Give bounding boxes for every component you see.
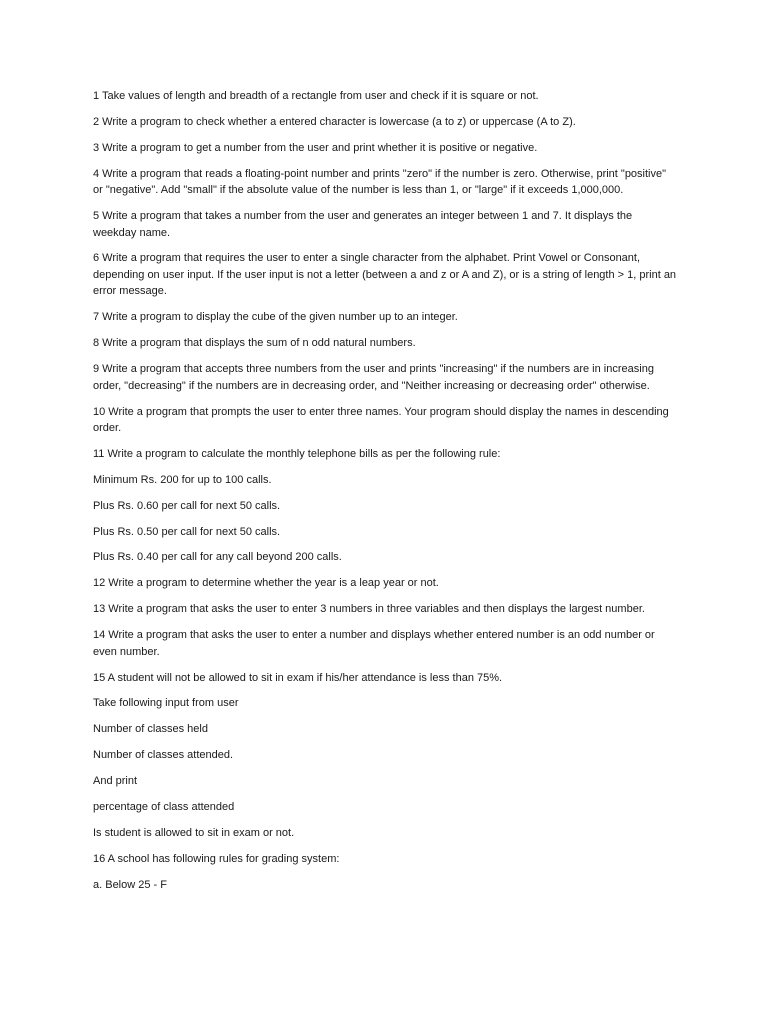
paragraph: 4 Write a program that reads a floating-point number and prints "zero" if the number is zero. Otherwise, print "positive" or "negative". Add "small" if the absolute value of the number is less than 1, or "large" if it exceeds 1,000,000. bbox=[93, 167, 667, 197]
paragraph: 3 Write a program to get a number from the user and print whether it is positive or negative. bbox=[93, 141, 538, 154]
paragraph: 5 Write a program that takes a number from the user and generates an integer between 1 and 7. It displays the weekday name. bbox=[93, 210, 633, 239]
paragraph: 16 A school has following rules for grading system: bbox=[93, 852, 340, 865]
paragraph: 13 Write a program that asks the user to enter 3 numbers in three variables and then displays the largest number. bbox=[93, 603, 645, 616]
paragraph: percentage of class attended bbox=[93, 800, 235, 813]
paragraph: 7 Write a program to display the cube of the given number up to an integer. bbox=[93, 311, 458, 324]
paragraph: 10 Write a program that prompts the user to enter three names. Your program should display the names in descending order. bbox=[93, 405, 669, 435]
paragraph: a. Below 25 - F bbox=[93, 878, 167, 891]
paragraph: 12 Write a program to determine whether the year is a leap year or not. bbox=[93, 577, 439, 590]
paragraph: Is student is allowed to sit in exam or not. bbox=[93, 826, 295, 839]
paragraph: Plus Rs. 0.60 per call for next 50 calls. bbox=[93, 499, 281, 512]
paragraph: 6 Write a program that requires the user to enter a single character from the alphabet. Print Vowel or Consonant, depending on user input. If the user input is not a letter (between a and z or A and Z), or is a string of length > 1, print an error message. bbox=[93, 252, 677, 298]
paragraph: 11 Write a program to calculate the monthly telephone bills as per the following rule: bbox=[93, 447, 501, 460]
paragraph: And print bbox=[93, 775, 138, 788]
paragraph: Plus Rs. 0.40 per call for any call beyond 200 calls. bbox=[93, 551, 342, 564]
paragraph: 9 Write a program that accepts three numbers from the user and prints "increasing" if the numbers are in increasing order, "decreasing" if the numbers are in decreasing order, and "Neither increasing or decreasing order" otherwise. bbox=[93, 363, 654, 392]
paragraph: Number of classes held bbox=[93, 723, 208, 736]
paragraph: 14 Write a program that asks the user to enter a number and displays whether entered number is an odd number or even number. bbox=[93, 629, 655, 658]
document-page bbox=[93, 88, 678, 903]
paragraph: Take following input from user bbox=[93, 697, 239, 710]
paragraph: Minimum Rs. 200 for up to 100 calls. bbox=[93, 473, 272, 486]
paragraph: 8 Write a program that displays the sum of n odd natural numbers. bbox=[93, 337, 416, 350]
paragraph: 15 A student will not be allowed to sit in exam if his/her attendance is less than 75%. bbox=[93, 671, 503, 684]
paragraph: 2 Write a program to check whether a entered character is lowercase (a to z) or uppercase (A to Z). bbox=[93, 115, 576, 128]
paragraph: Number of classes attended. bbox=[93, 749, 234, 762]
paragraph: Plus Rs. 0.50 per call for next 50 calls. bbox=[93, 525, 281, 538]
paragraph: 1 Take values of length and breadth of a rectangle from user and check if it is square or not. bbox=[93, 90, 539, 102]
